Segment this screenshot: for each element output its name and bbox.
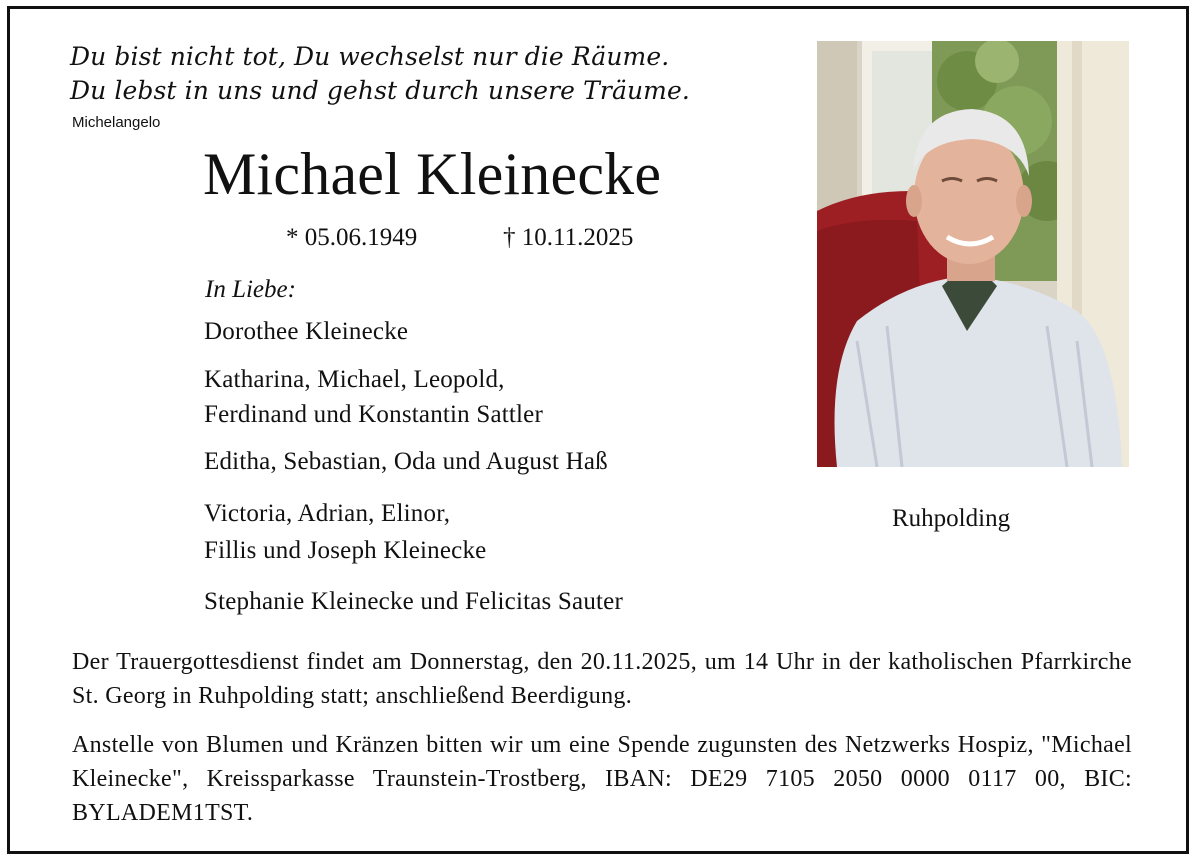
quote-line-2: Du lebst in uns und gehst durch unsere Träume. <box>70 76 690 105</box>
portrait-photo <box>817 41 1129 467</box>
funeral-service-text: Der Trauergottesdienst findet am Donnerstag, den 20.11.2025, um 14 Uhr in der katholischen Pfarrkirche St. Georg in Ruhpolding statt; anschließend Beerdigung. <box>72 649 1132 709</box>
deceased-name: Michael Kleinecke <box>203 141 662 207</box>
portrait-photo-icon <box>817 41 1129 467</box>
donation-text: Anstelle von Blumen und Kränzen bitten wir um eine Spende zugunsten des Netzwerks Hospiz, "Michael Kleinecke", Kreissparkasse Traunstein-Trostberg, IBAN: DE29 7105 2050 0000 0117 00, BIC: BYLADEM1TST. <box>72 732 1132 826</box>
death-date: † 10.11.2025 <box>503 224 634 251</box>
place-name: Ruhpolding <box>892 505 1011 532</box>
mourner-line: Dorothee Kleinecke <box>204 318 409 345</box>
mourner-line: Katharina, Michael, Leopold, <box>204 366 505 393</box>
mourner-line: Fillis und Joseph Kleinecke <box>204 537 487 564</box>
birth-date: * 05.06.1949 <box>286 224 418 251</box>
mourner-line: Editha, Sebastian, Oda und August Haß <box>204 448 608 475</box>
mourner-line: Ferdinand und Konstantin Sattler <box>204 401 543 428</box>
mourners-heading: In Liebe: <box>205 276 296 303</box>
quote-line-1: Du bist nicht tot, Du wechselst nur die Räume. <box>70 42 670 71</box>
mourner-line: Stephanie Kleinecke und Felicitas Sauter <box>204 588 623 615</box>
quote-author: Michelangelo <box>72 114 161 131</box>
mourner-line: Victoria, Adrian, Elinor, <box>204 500 451 527</box>
